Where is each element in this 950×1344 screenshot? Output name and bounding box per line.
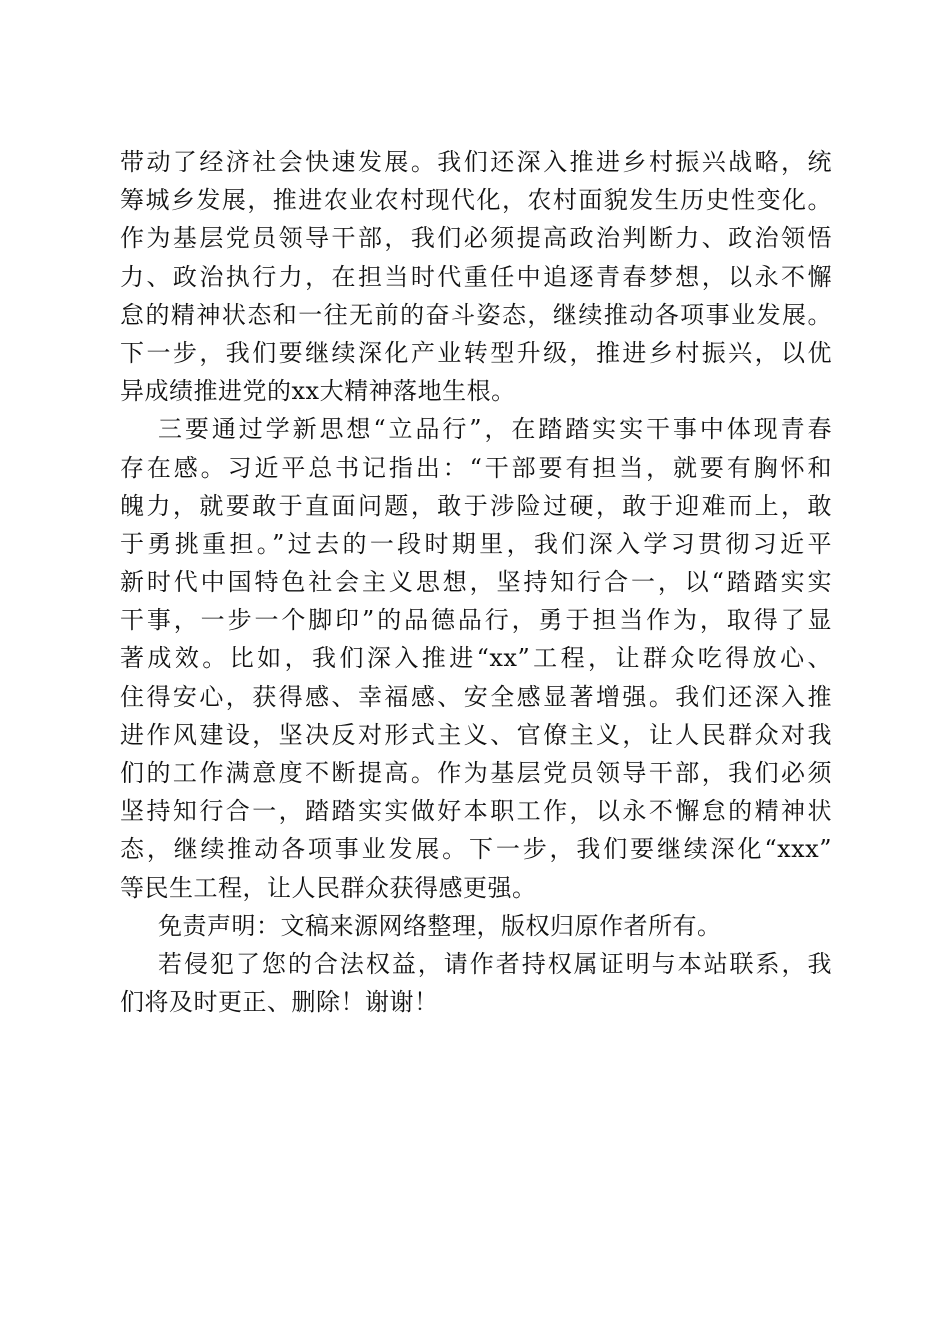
document-body [120, 143, 832, 1021]
text-line: 异成绩推进党的xx大精神落地生根。 [120, 377, 516, 406]
paragraph-continuation [120, 143, 832, 410]
text-line: 三要通过学新思想“立品行”，在踏踏实实干事中体现青春 [158, 415, 832, 444]
text-line: 等民生工程，让人民群众获得感更强。 [120, 873, 537, 902]
disclaimer-line: 若侵犯了您的合法权益，请作者持权属证明与本站联系，我 [158, 949, 832, 978]
text-line: 著成效。比如，我们深入推进“xx”工程，让群众吃得放心、 [120, 644, 832, 673]
text-line: 魄力，就要敢于直面问题，敢于涉险过硬，敢于迎难而上，敢 [120, 491, 832, 520]
text-line: 下一步，我们要继续深化产业转型升级，推进乡村振兴，以优 [120, 338, 832, 367]
text-line: 于勇挑重担。”过去的一段时期里，我们深入学习贯彻习近平 [120, 529, 832, 558]
text-line: 存在感。习近平总书记指出：“干部要有担当，就要有胸怀和 [120, 453, 832, 482]
text-line: 态，继续推动各项事业发展。下一步，我们要继续深化“xxx” [120, 835, 832, 864]
text-line: 带动了经济社会快速发展。我们还深入推进乡村振兴战略，统 [120, 148, 832, 176]
text-line: 进作风建设，坚决反对形式主义、官僚主义，让人民群众对我 [120, 720, 832, 749]
text-line: 力、政治执行力，在担当时代重任中追逐青春梦想，以永不懈 [120, 262, 832, 291]
paragraph-three [120, 410, 832, 906]
text-line: 们的工作满意度不断提高。作为基层党员领导干部，我们必须 [120, 759, 832, 787]
text-line: 坚持知行合一，踏踏实实做好本职工作，以永不懈怠的精神状 [120, 797, 832, 826]
text-line: 怠的精神状态和一往无前的奋斗姿态，继续推动各项事业发展。 [120, 300, 832, 329]
text-line: 筹城乡发展，推进农业农村现代化，农村面貌发生历史性变化。 [120, 186, 832, 215]
disclaimer [120, 907, 832, 1022]
disclaimer-line: 们将及时更正、删除！谢谢！ [120, 988, 439, 1017]
text-line: 作为基层党员领导干部，我们必须提高政治判断力、政治领悟 [120, 224, 832, 253]
text-line: 干事，一步一个脚印”的品德品行，勇于担当作为，取得了显 [120, 606, 832, 635]
disclaimer-line: 免责声明：文稿来源网络整理，版权归原作者所有。 [158, 911, 722, 940]
text-line: 住得安心，获得感、幸福感、安全感显著增强。我们还深入推 [120, 682, 832, 711]
text-line: 新时代中国特色社会主义思想，坚持知行合一，以“踏踏实实 [120, 568, 832, 597]
